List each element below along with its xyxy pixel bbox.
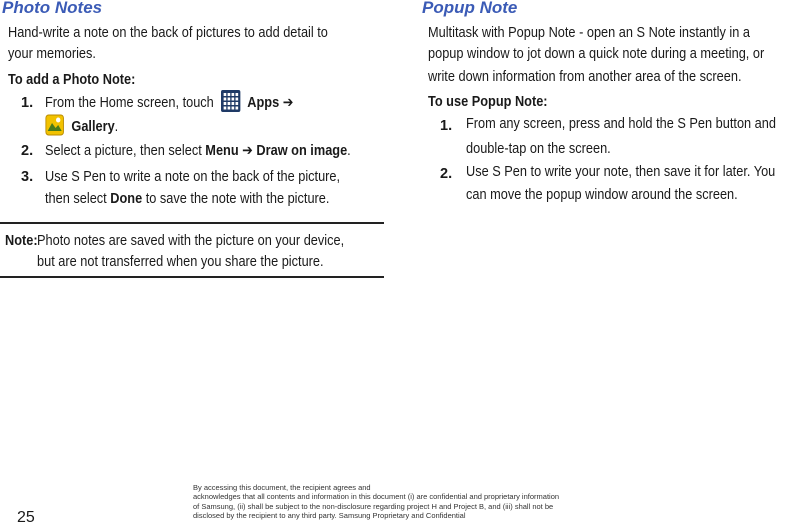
confidentiality-footer [193,483,613,521]
step-number: 3. [21,169,34,185]
draw-on-image-label: Draw on image [256,143,348,159]
note-line1: Photo notes are saved with the picture on your device, [37,233,345,249]
footer-line: disclosed by the recipient to any third party. Samsung Proprietary and Confidential [193,511,466,521]
step-number: 2. [21,143,34,159]
gallery-label: Gallery [71,119,115,135]
popup-step-2-line1: Use S Pen to write your note, then save it for later. You [466,164,776,180]
menu-label: Menu [205,143,239,159]
footer-line: of Samsung, (ii) shall be subject to the non-disclosure regarding project H and Project B, and (iii) shall not be [193,501,554,511]
step-2-line1 [45,138,351,165]
popup-note-heading: Popup Note [422,0,518,17]
footer-line: acknowledges that all contents and information in this document (i) are confidential and proprietary information [193,492,560,502]
done-label: Done [110,191,143,207]
gallery-icon [45,114,64,136]
footer-line: By accessing this document, the recipient agrees and [193,483,371,492]
popup-step-2-line2: can move the popup window around the screen. [466,187,738,203]
step-number: 1. [440,118,453,134]
photo-notes-subheading: To add a Photo Note: [8,72,136,88]
photo-notes-heading: Photo Notes [2,0,103,17]
step-2-text: Select a picture, then select [45,143,202,159]
popup-note-subheading: To use Popup Note: [428,94,548,110]
step-3-text: then select [45,191,107,207]
step-1-line1 [45,90,293,117]
apps-label: Apps [247,95,280,111]
step-3-text-end: to save the note with the picture. [145,191,330,207]
arrow: ➔ [282,95,294,111]
popup-note-intro-line2: popup window to jot down a quick note during a meeting, or [428,46,765,62]
step-1-text: From the Home screen, touch [45,95,214,111]
apps-grid-icon [221,90,240,112]
step-number: 1. [21,95,34,111]
step-3-line2 [45,186,329,213]
note-line2: but are not transferred when you share the picture. [37,254,324,270]
arrow: ➔ [242,143,253,159]
period: . [114,119,119,135]
note-text [37,231,344,273]
note-box [0,222,384,278]
popup-step-1-line2: double-tap on the screen. [466,141,611,157]
step-number: 2. [440,166,453,182]
popup-note-intro-line3: write down information from another area of the screen. [428,69,742,85]
step-3-line1: Use S Pen to write a note on the back of the picture, [45,169,341,185]
photo-notes-intro-line1: Hand-write a note on the back of pictures to add detail to [8,25,328,41]
page-number: 25 [17,509,35,526]
popup-note-intro-line1: Multitask with Popup Note - open an S Note instantly in a [428,25,751,41]
period: . [347,143,351,159]
note-label: Note: [5,233,38,249]
photo-notes-intro-line2: your memories. [8,46,96,62]
popup-step-1-line1: From any screen, press and hold the S Pen button and [466,116,776,132]
step-1-line2 [45,114,118,141]
